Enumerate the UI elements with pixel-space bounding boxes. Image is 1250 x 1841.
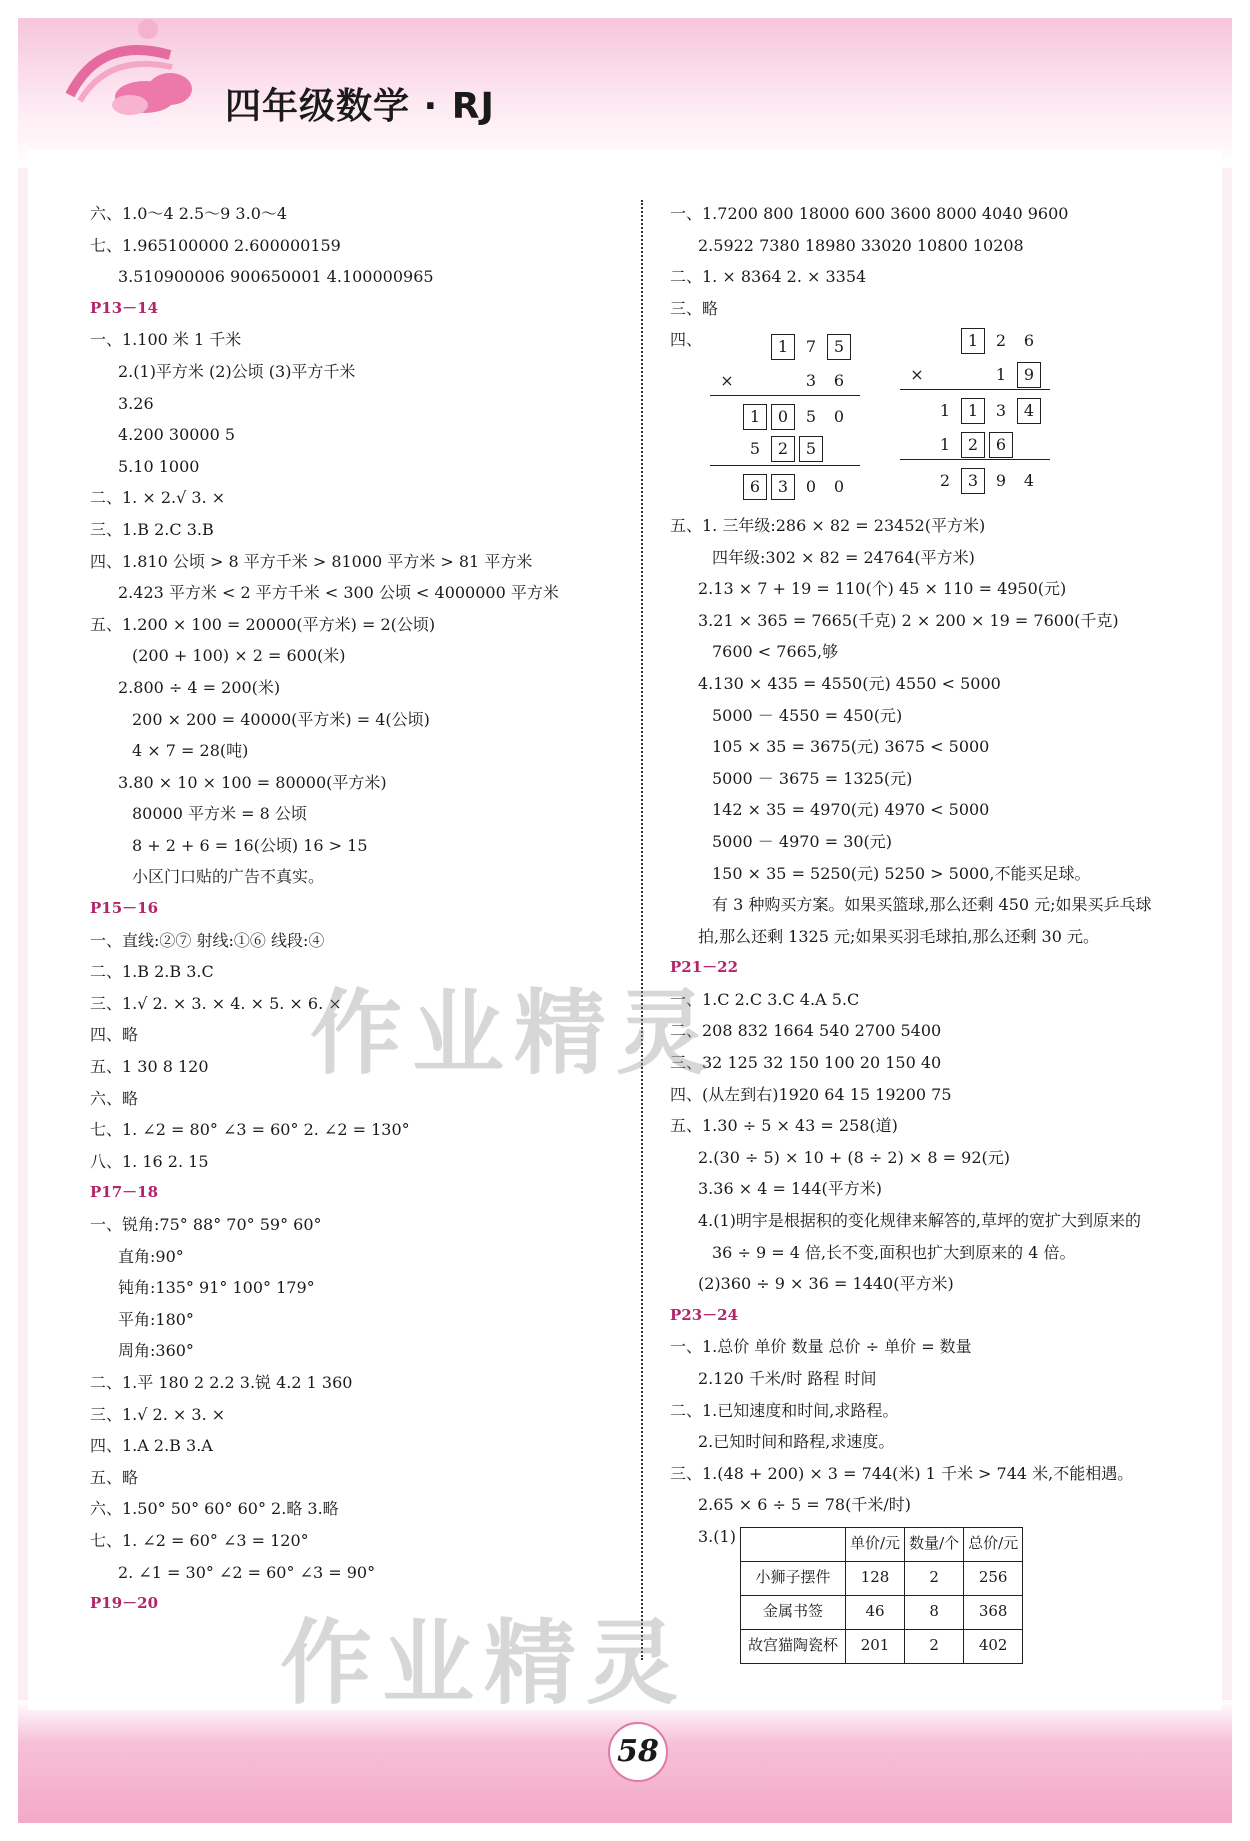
answer-line: 七、1.965100000 2.600000159 bbox=[90, 235, 341, 255]
table-cell: 金属书签 bbox=[741, 1595, 846, 1629]
answer-line: 平角:180° bbox=[118, 1309, 194, 1329]
table-cell: 368 bbox=[964, 1595, 1023, 1629]
digit: 2 bbox=[939, 470, 951, 490]
answer-line: 四、略 bbox=[90, 1025, 139, 1045]
answer-line: 三、32 125 32 150 100 20 150 40 bbox=[670, 1053, 942, 1073]
answer-line: 2.13 × 7 + 19 = 110(个) 45 × 110 = 4950(元) bbox=[698, 579, 1067, 599]
digit: 1 bbox=[939, 400, 951, 420]
answer-line: 3.(1) bbox=[698, 1526, 736, 1546]
answer-line: 四年级:302 × 82 = 24764(平方米) bbox=[712, 547, 975, 567]
answer-line: 80000 平方米 = 8 公顷 bbox=[132, 804, 307, 824]
digit: 2 bbox=[995, 330, 1007, 350]
rainbow-cloud-icon bbox=[60, 15, 210, 125]
answer-line: 四、1.810 公顷 > 8 平方千米 > 81000 平方米 > 81 平方米 bbox=[90, 551, 533, 571]
digit-box: 6 bbox=[989, 432, 1013, 458]
answer-line: 5000 － 3675 = 1325(元) bbox=[712, 768, 913, 788]
answer-line: 2.423 平方米 < 2 平方千米 < 300 公顷 < 4000000 平方米 bbox=[118, 583, 559, 603]
answer-line: 一、1.7200 800 18000 600 3600 8000 4040 9600 bbox=[670, 204, 1069, 223]
answer-line: 有 3 种购买方案。如果买篮球,那么还剩 450 元;如果买乒乓球 bbox=[712, 895, 1152, 915]
answer-line: 二、208 832 1664 540 2700 5400 bbox=[670, 1021, 942, 1041]
digit: 4 bbox=[1023, 470, 1035, 490]
watermark: 作业精灵 bbox=[310, 980, 719, 1087]
section-heading: P13－14 bbox=[90, 298, 159, 317]
answer-line: 五、1. 三年级:286 × 82 = 23452(平方米) bbox=[670, 515, 986, 535]
table-cell: 201 bbox=[846, 1629, 905, 1663]
answer-line: 142 × 35 = 4970(元) 4970 < 5000 bbox=[712, 800, 990, 820]
table-header-cell: 数量/个 bbox=[905, 1527, 964, 1561]
answer-line: 四、1.A 2.B 3.A bbox=[90, 1436, 213, 1456]
answer-line: 4.130 × 435 = 4550(元) 4550 < 5000 bbox=[698, 673, 1001, 693]
answer-line: 三、1.√ 2. × 3. × bbox=[90, 1404, 226, 1424]
answer-line: 四、 bbox=[670, 330, 703, 350]
multiplication-puzzles bbox=[670, 325, 1190, 510]
digit: 3 bbox=[805, 370, 817, 390]
answer-line: 拍,那么还剩 1325 元;如果买羽毛球拍,那么还剩 30 元。 bbox=[698, 926, 1099, 946]
answer-line: 一、1.总价 单价 数量 总价 ÷ 单价 = 数量 bbox=[670, 1337, 972, 1357]
table-cell: 小狮子摆件 bbox=[741, 1561, 846, 1595]
digit-box: 5 bbox=[827, 334, 851, 360]
table-row bbox=[741, 1561, 1023, 1595]
answer-line: (200 + 100) × 2 = 600(米) bbox=[132, 646, 346, 666]
digit: 1 bbox=[939, 434, 951, 454]
answer-line: 36 ÷ 9 = 4 倍,长不变,面积也扩大到原来的 4 倍。 bbox=[712, 1242, 1076, 1262]
digit: 6 bbox=[833, 370, 845, 390]
price-table bbox=[740, 1527, 1023, 1664]
answer-line: 二、1.已知速度和时间,求路程。 bbox=[670, 1400, 899, 1420]
answer-line: 2.5922 7380 18980 33020 10800 10208 bbox=[698, 235, 1024, 255]
answer-line: 一、锐角:75° 88° 70° 59° 60° bbox=[90, 1215, 322, 1234]
answer-line: 三、1.(48 + 200) × 3 = 744(米) 1 千米 > 744 米,不能相遇。 bbox=[670, 1463, 1134, 1483]
answer-line: 4.200 30000 5 bbox=[118, 425, 236, 445]
answer-line: 五、1 30 8 120 bbox=[90, 1057, 209, 1077]
digit-box: 3 bbox=[771, 474, 795, 500]
answer-line: 2.65 × 6 ÷ 5 = 78(千米/时) bbox=[698, 1495, 911, 1515]
answer-line: 五、1.200 × 100 = 20000(平方米) = 2(公顷) bbox=[90, 614, 436, 634]
digit: 3 bbox=[995, 400, 1007, 420]
digit-box: 2 bbox=[771, 436, 795, 462]
answer-line: 5.10 1000 bbox=[118, 456, 200, 476]
digit-box: 1 bbox=[771, 334, 795, 360]
answer-line: 2.已知时间和路程,求速度。 bbox=[698, 1432, 895, 1452]
digit-box: 1 bbox=[743, 404, 767, 430]
answer-line: 8 + 2 + 6 = 16(公顷) 16 > 15 bbox=[132, 835, 368, 855]
answer-line: 一、直线:②⑦ 射线:①⑥ 线段:④ bbox=[90, 930, 325, 950]
table-row bbox=[741, 1595, 1023, 1629]
digit-box: 6 bbox=[743, 474, 767, 500]
answer-line: 3.36 × 4 = 144(平方米) bbox=[698, 1179, 882, 1199]
answer-line: 钝角:135° 91° 100° 179° bbox=[118, 1278, 315, 1298]
rule-line bbox=[710, 465, 860, 466]
answer-line: 4 × 7 = 28(吨) bbox=[132, 741, 249, 761]
digit: 9 bbox=[995, 470, 1007, 490]
answer-line: 二、1. × 8364 2. × 3354 bbox=[670, 267, 867, 287]
answer-line: 五、1.30 ÷ 5 × 43 = 258(道) bbox=[670, 1116, 898, 1136]
table-cell: 128 bbox=[846, 1561, 905, 1595]
answer-line: 3.80 × 10 × 100 = 80000(平方米) bbox=[118, 772, 387, 792]
table-cell: 2 bbox=[905, 1561, 964, 1595]
answer-line: 三、略 bbox=[670, 298, 719, 318]
table-header-cell: 单价/元 bbox=[846, 1527, 905, 1561]
answer-line: 200 × 200 = 40000(平方米) = 4(公顷) bbox=[132, 709, 430, 729]
answer-line: 五、略 bbox=[90, 1467, 139, 1487]
answer-line: 7600 < 7665,够 bbox=[712, 642, 839, 662]
digit-box: 0 bbox=[771, 404, 795, 430]
table-cell: 2 bbox=[905, 1629, 964, 1663]
section-heading: P23－24 bbox=[670, 1305, 739, 1324]
digit-box: 9 bbox=[1017, 362, 1041, 388]
digit-box: 1 bbox=[961, 328, 985, 354]
page-title: 四年级数学 · RJ bbox=[225, 86, 495, 127]
answer-line: 六、略 bbox=[90, 1088, 139, 1108]
answer-line: 150 × 35 = 5250(元) 5250 > 5000,不能买足球。 bbox=[712, 863, 1091, 883]
digit-box: 5 bbox=[799, 436, 823, 462]
page-number: 58 bbox=[608, 1722, 668, 1782]
table-cell: 46 bbox=[846, 1595, 905, 1629]
rule-line bbox=[900, 459, 1050, 460]
answer-line: 一、1.C 2.C 3.C 4.A 5.C bbox=[670, 989, 860, 1009]
digit-box: 4 bbox=[1017, 398, 1041, 424]
digit: 7 bbox=[805, 336, 817, 356]
answer-line: 二、1.平 180 2 2.2 3.锐 4.2 1 360 bbox=[90, 1372, 353, 1392]
section-heading: P21－22 bbox=[670, 958, 739, 977]
answer-line: 二、1. × 2.√ 3. × bbox=[90, 488, 226, 508]
digit: 1 bbox=[995, 364, 1007, 384]
column-divider bbox=[641, 200, 643, 1660]
digit: 0 bbox=[833, 476, 845, 496]
table-cell: 8 bbox=[905, 1595, 964, 1629]
table-header-cell bbox=[741, 1527, 846, 1561]
answer-line: 三、1.B 2.C 3.B bbox=[90, 519, 214, 539]
digit-box: 1 bbox=[961, 398, 985, 424]
answer-line: 3.26 bbox=[118, 393, 154, 413]
answer-line: 七、1. ∠2 = 60° ∠3 = 120° bbox=[90, 1530, 309, 1550]
answer-line: 2.(30 ÷ 5) × 10 + (8 ÷ 2) × 8 = 92(元) bbox=[698, 1147, 1010, 1167]
times-sign: × bbox=[720, 370, 734, 390]
answer-line: 周角:360° bbox=[118, 1341, 194, 1361]
right-column bbox=[670, 198, 1190, 1664]
table-header-row bbox=[741, 1527, 1023, 1561]
answer-line: 七、1. ∠2 = 80° ∠3 = 60° 2. ∠2 = 130° bbox=[90, 1120, 410, 1140]
answer-line: 三、1.√ 2. × 3. × 4. × 5. × 6. × bbox=[90, 993, 342, 1013]
table-header-cell: 总价/元 bbox=[964, 1527, 1023, 1561]
answer-line: 3.21 × 365 = 7665(千克) 2 × 200 × 19 = 7600(千克) bbox=[698, 610, 1119, 630]
answer-line: 八、1. 16 2. 15 bbox=[90, 1151, 209, 1171]
answer-line: 5000 － 4550 = 450(元) bbox=[712, 705, 903, 725]
table-row bbox=[741, 1629, 1023, 1663]
answer-line: 2.120 千米/时 路程 时间 bbox=[698, 1369, 877, 1388]
rule-line bbox=[900, 389, 1050, 390]
section-heading: P19－20 bbox=[90, 1594, 159, 1613]
answer-line: 5000 － 4970 = 30(元) bbox=[712, 831, 893, 851]
digit: 6 bbox=[1023, 330, 1035, 350]
answer-line: 105 × 35 = 3675(元) 3675 < 5000 bbox=[712, 737, 990, 757]
digit: 5 bbox=[805, 406, 817, 426]
answer-line: 4.(1)明宇是根据积的变化规律来解答的,草坪的宽扩大到原来的 bbox=[698, 1211, 1142, 1231]
table-cell: 256 bbox=[964, 1561, 1023, 1595]
answer-line: 二、1.B 2.B 3.C bbox=[90, 962, 214, 982]
table-cell: 402 bbox=[964, 1629, 1023, 1663]
answer-line: 3.510900006 900650001 4.100000965 bbox=[118, 267, 434, 287]
answer-line: 2. ∠1 = 30° ∠2 = 60° ∠3 = 90° bbox=[118, 1562, 376, 1582]
answer-line: 六、1.50° 50° 60° 60° 2.略 3.略 bbox=[90, 1499, 339, 1519]
section-heading: P17－18 bbox=[90, 1183, 159, 1202]
table-cell: 故宫猫陶瓷杯 bbox=[741, 1629, 846, 1663]
digit: 5 bbox=[749, 438, 761, 458]
watermark: 作业精灵 bbox=[280, 1610, 689, 1717]
digit-box: 2 bbox=[961, 432, 985, 458]
answer-line: 2.800 ÷ 4 = 200(米) bbox=[118, 677, 281, 697]
times-sign: × bbox=[910, 364, 924, 384]
answer-line: (2)360 ÷ 9 × 36 = 1440(平方米) bbox=[698, 1274, 954, 1294]
answer-line: 一、1.100 米 1 千米 bbox=[90, 330, 242, 350]
digit: 0 bbox=[805, 476, 817, 496]
answer-line: 2.(1)平方米 (2)公顷 (3)平方千米 bbox=[118, 361, 356, 381]
digit-box: 3 bbox=[961, 468, 985, 494]
answer-line: 六、1.0～4 2.5～9 3.0～4 bbox=[90, 204, 288, 223]
answer-line: 小区门口贴的广告不真实。 bbox=[132, 867, 325, 887]
answer-line: 直角:90° bbox=[118, 1246, 184, 1266]
answer-line: 四、(从左到右)1920 64 15 19200 75 bbox=[670, 1084, 952, 1104]
section-heading: P15－16 bbox=[90, 899, 159, 918]
rule-line bbox=[710, 395, 860, 396]
left-column bbox=[90, 198, 610, 1620]
digit: 0 bbox=[833, 406, 845, 426]
